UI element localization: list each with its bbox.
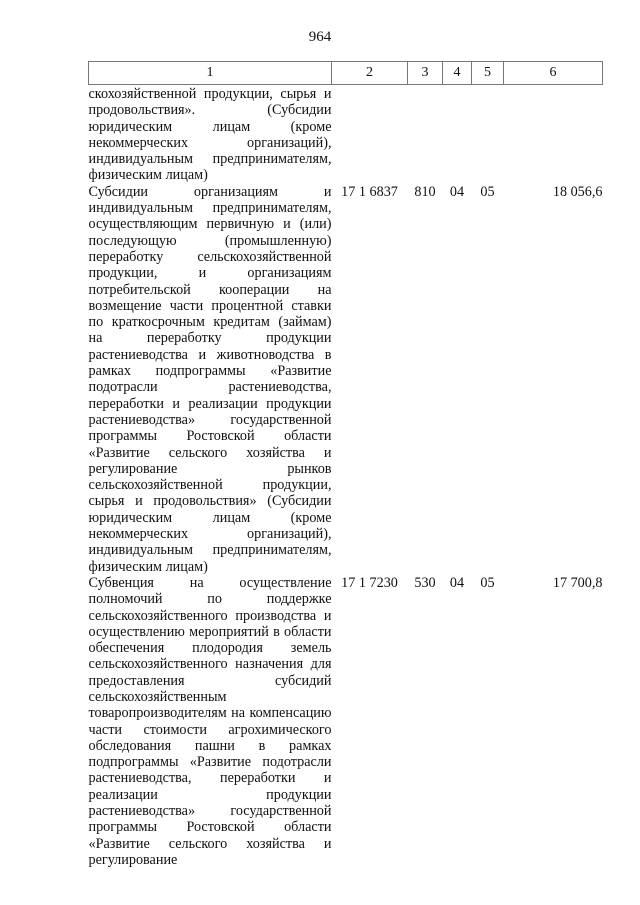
- column-header-3: 3: [408, 62, 443, 85]
- table-header-row: [89, 62, 603, 85]
- column-header-4: 4: [443, 62, 472, 85]
- table-row: [89, 575, 603, 868]
- row-section: 04: [449, 574, 465, 591]
- row-subsection: 05: [480, 183, 495, 200]
- table-row: [89, 85, 603, 184]
- row-amount: [504, 85, 603, 184]
- row-description: Субсидии организациям и индивидуальным предпринимателям, осуществляющим первичную и (или) последующую (промышленную) переработку сельскохозяйственной продукции, и организациям потребительской кооперации на возмещение части процентной ставки по краткосрочным кредитам (займам) на переработку продукции растениеводства и животноводства в рамках подпрограммы «Развитие подотрасли растениеводства, переработки и реализации продукции растениеводства» государственной программы Ростовской области «Развитие сельского хозяйства и регулирование рынков сельскохозяйственной продукции, сырья и продовольствия» (Субсидии юридическим лицам (кроме некоммерческих организаций), индивидуальным предпринимателям, физическим лицам): [88, 183, 332, 575]
- column-header-5: 5: [472, 62, 504, 85]
- row-target-code: 17 1 6837: [341, 183, 398, 200]
- row-amount: 18 056,6: [552, 183, 603, 200]
- table-row: [89, 184, 603, 575]
- column-header-6: 6: [504, 62, 603, 85]
- budget-table: [88, 61, 603, 868]
- row-expense-type: 530: [414, 574, 436, 591]
- row-target-code: [332, 85, 408, 184]
- row-description: скохозяйственной продукции, сырья и продовольствия». (Субсидии юридическим лицам (кроме некоммерческих организаций), индивидуальным предпринимателям, физическим лицам): [88, 86, 332, 184]
- row-expense-type: [408, 85, 443, 184]
- row-subsection: [472, 85, 504, 184]
- column-header-2: 2: [332, 62, 408, 85]
- row-section: [443, 85, 472, 184]
- row-description: Субвенция на осуществление полномочий по поддержке сельскохозяйственного производства и осуществлению мероприятий в области обеспечения плодородия земель сельскохозяйственного назначения для предоставления субсидий сельскохозяйственным товаропроизводителям на компенсацию части стоимости агрохимического обследования пашни в рамках подпрограммы «Развитие подотрасли растениеводства, переработки и реализации продукции растениеводства» государственной программы Ростовской области «Развитие сельского хозяйства и регулирование: [88, 574, 332, 868]
- row-subsection: 05: [480, 574, 495, 591]
- row-amount: 17 700,8: [552, 574, 603, 591]
- row-target-code: 17 1 7230: [341, 574, 398, 591]
- page-number: 964: [308, 29, 332, 45]
- column-header-1: 1: [89, 62, 332, 85]
- row-expense-type: 810: [414, 183, 436, 200]
- row-section: 04: [449, 183, 465, 200]
